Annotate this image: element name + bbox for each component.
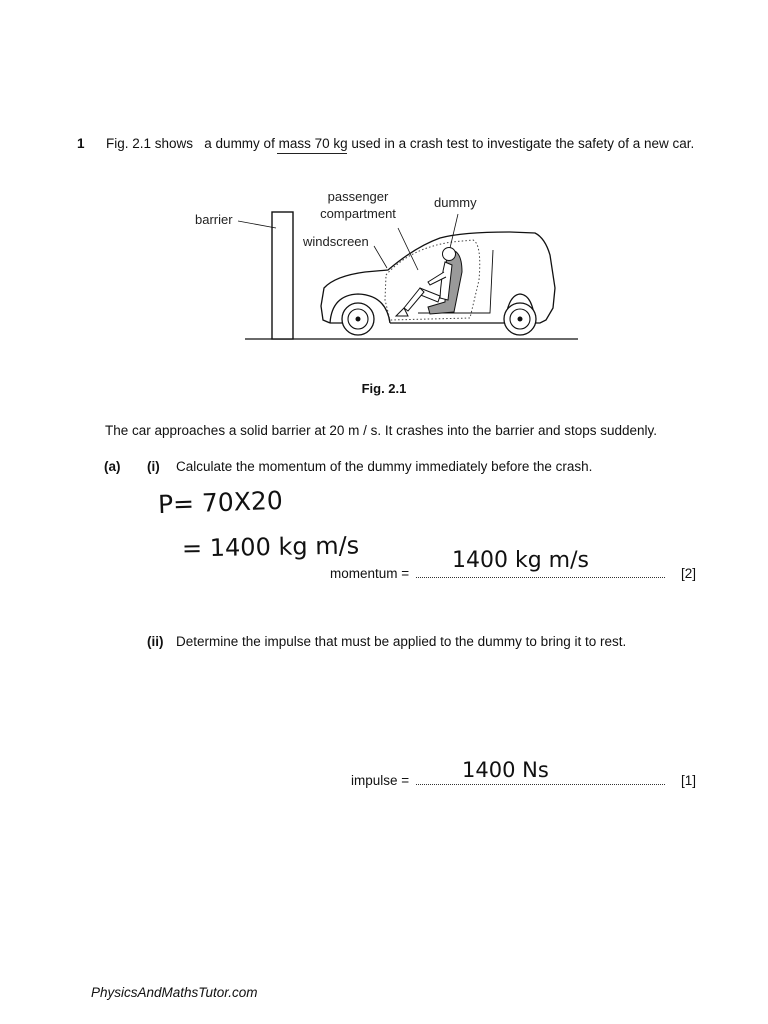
passenger-leader-line — [398, 228, 418, 270]
question-intro — [106, 136, 694, 151]
momentum-answer-label: momentum = — [330, 566, 410, 581]
dummy-head — [443, 248, 456, 261]
dummy-lower-leg — [404, 288, 424, 311]
part-a-label: (a) — [104, 459, 121, 474]
rear-wheel — [504, 303, 536, 335]
front-wheel — [342, 303, 374, 335]
barrier-label: barrier — [195, 212, 233, 227]
impulse-answer-line — [416, 784, 665, 785]
scenario-text: The car approaches a solid barrier at 20 m / s. It crashes into the barrier and stops suddenly. — [105, 423, 658, 438]
momentum-handwritten-answer: 1400 kg m/s — [452, 548, 589, 573]
passenger-label-line1: passenger — [327, 189, 389, 204]
barrier-leader-line — [238, 221, 276, 228]
handwritten-underline — [277, 153, 347, 154]
barrier-block — [272, 212, 293, 339]
dummy-label: dummy — [434, 195, 477, 210]
momentum-answer-line — [416, 577, 665, 578]
passenger-label-line2: compartment — [320, 206, 396, 221]
intro-text-end: used in a crash test to investigate the safety of a new car. — [347, 136, 695, 151]
footer-source: PhysicsAndMathsTutor.com — [91, 985, 258, 1000]
handwritten-working-line2: = 1400 kg m/s — [181, 531, 360, 563]
impulse-answer-label: impulse = — [351, 773, 410, 788]
passenger-compartment-label — [300, 188, 416, 222]
dummy-leader-line — [450, 214, 458, 248]
windscreen-label: windscreen — [303, 234, 369, 249]
handwritten-working-line1: P= 70X20 — [157, 485, 284, 520]
momentum-marks: [2] — [681, 566, 697, 581]
part-a-i-label: (i) — [147, 459, 160, 474]
intro-underlined-mass: mass 70 kg — [278, 136, 348, 151]
question-number: 1 — [77, 136, 85, 151]
windscreen-leader-line — [374, 246, 387, 268]
part-a-ii-label: (ii) — [147, 634, 164, 649]
part-a-i-question: Calculate the momentum of the dummy immediately before the crash. — [176, 459, 593, 474]
part-a-ii-question: Determine the impulse that must be applied to the dummy to bring it to rest. — [176, 634, 627, 649]
impulse-handwritten-answer: 1400 Ns — [462, 758, 549, 782]
figure-caption: Fig. 2.1 — [361, 381, 407, 396]
intro-text-start: Fig. 2.1 shows a dummy of — [106, 136, 279, 151]
impulse-marks: [1] — [681, 773, 697, 788]
